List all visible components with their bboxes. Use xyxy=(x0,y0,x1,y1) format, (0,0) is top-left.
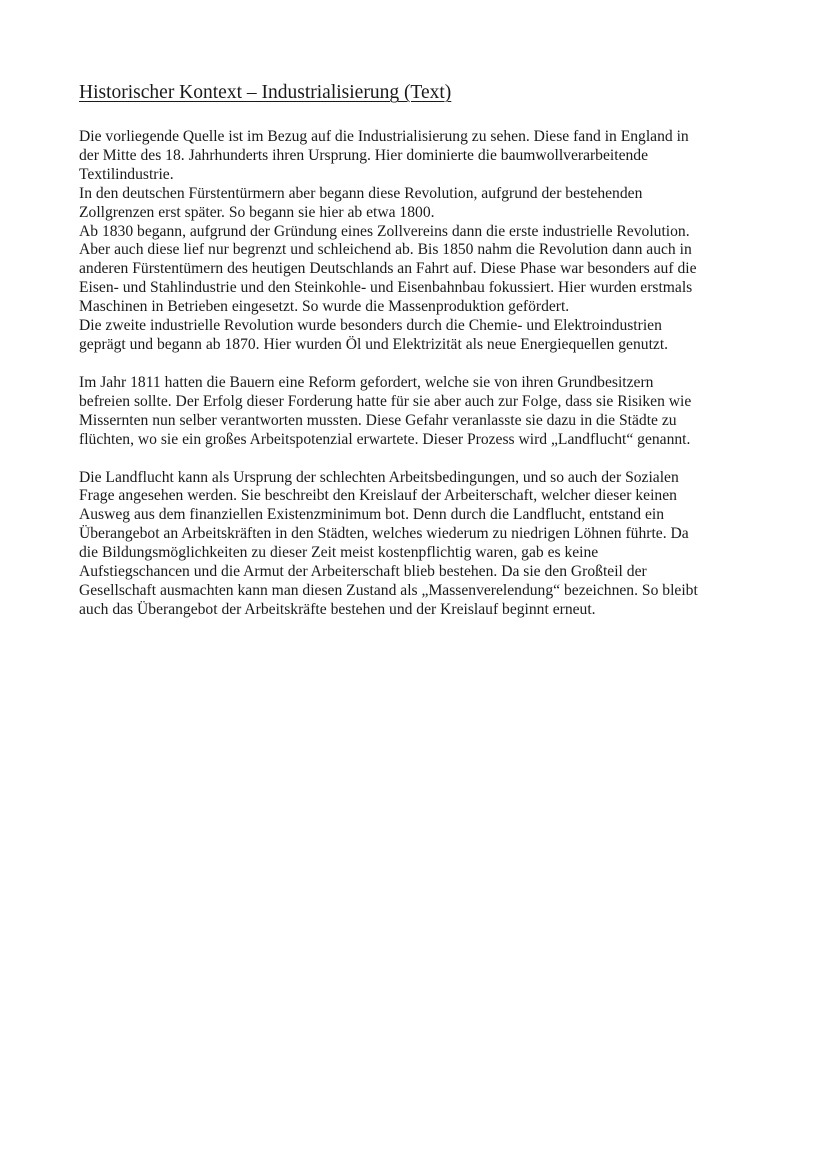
text-line: Ausweg aus dem finanziellen Existenzminimum bot. Denn durch die Landflucht, entstand ein xyxy=(79,506,665,524)
text-line: Überangebot an Arbeitskräften in den Städten, welches wiederum zu niedrigen Löhnen führte. Da xyxy=(79,525,689,543)
document-title: Historischer Kontext – Industrialisierung (Text) xyxy=(79,82,452,103)
text-line: Textilindustrie. xyxy=(79,165,174,183)
text-line: der Mitte des 18. Jahrhunderts ihren Ursprung. Hier dominierte die baumwollverarbeitende xyxy=(79,146,649,164)
text-line: Im Jahr 1811 hatten die Bauern eine Reform gefordert, welche sie von ihren Grundbesitzern xyxy=(79,373,654,391)
text-line: Maschinen in Betrieben eingesetzt. So wurde die Massenproduktion gefördert. xyxy=(79,298,570,316)
text-line: Gesellschaft ausmachten kann man diesen Zustand als „Massenverelendung“ bezeichnen. So bleibt xyxy=(79,581,698,599)
text-line: auch das Überangebot der Arbeitskräfte bestehen und der Kreislauf beginnt erneut. xyxy=(79,600,596,618)
text-line: geprägt und begann ab 1870. Hier wurden Öl und Elektrizität als neue Energiequellen genutzt. xyxy=(79,335,669,353)
text-line: Ab 1830 begann, aufgrund der Gründung eines Zollvereins dann die erste industrielle Revolution. xyxy=(79,222,690,240)
text-line: Frage angesehen werden. Sie beschreibt den Kreislauf der Arbeiterschaft, welcher dieser keinen xyxy=(79,487,677,505)
text-line: Zollgrenzen erst später. So begann sie hier ab etwa 1800. xyxy=(79,203,435,221)
text-line: die Bildungsmöglichkeiten zu dieser Zeit meist kostenpflichtig waren, gab es keine xyxy=(79,544,599,562)
paragraph-landflucht xyxy=(79,469,751,620)
text-line: befreien sollte. Der Erfolg dieser Forderung hatte für sie aber auch zur Folge, dass sie Risiken wie xyxy=(79,392,692,410)
text-line: Die vorliegende Quelle ist im Bezug auf die Industrialisierung zu sehen. Diese fand in England in xyxy=(79,128,689,145)
paragraph-bauernreform xyxy=(79,374,751,450)
document-body xyxy=(79,80,751,639)
text-line: Die Landflucht kann als Ursprung der schlechten Arbeitsbedingungen, und so auch der Sozialen xyxy=(79,468,679,486)
text-line: Aufstiegschancen und die Armut der Arbeiterschaft blieb bestehen. Da sie den Großteil der xyxy=(79,563,647,581)
text-line: flüchten, wo sie ein großes Arbeitspotenzial erwartete. Dieser Prozess wird „Landflucht“ genannt. xyxy=(79,430,691,448)
text-line: Eisen- und Stahlindustrie und den Steinkohle- und Eisenbahnbau fokussiert. Hier wurden erstmals xyxy=(79,279,693,297)
paragraph-industrialisierung xyxy=(79,128,751,355)
text-line: Missernten nun selber verantworten mussten. Diese Gefahr veranlasste sie dazu in die Städte zu xyxy=(79,411,677,429)
text-line: Aber auch diese lief nur begrenzt und schleichend ab. Bis 1850 nahm die Revolution dann auch in xyxy=(79,241,692,259)
text-line: In den deutschen Fürstentürmern aber begann diese Revolution, aufgrund der bestehenden xyxy=(79,184,643,202)
text-line: Die zweite industrielle Revolution wurde besonders durch die Chemie- und Elektroindustrien xyxy=(79,317,662,335)
text-line: anderen Fürstentümern des heutigen Deutschlands an Fahrt auf. Diese Phase war besonders auf die xyxy=(79,260,697,278)
